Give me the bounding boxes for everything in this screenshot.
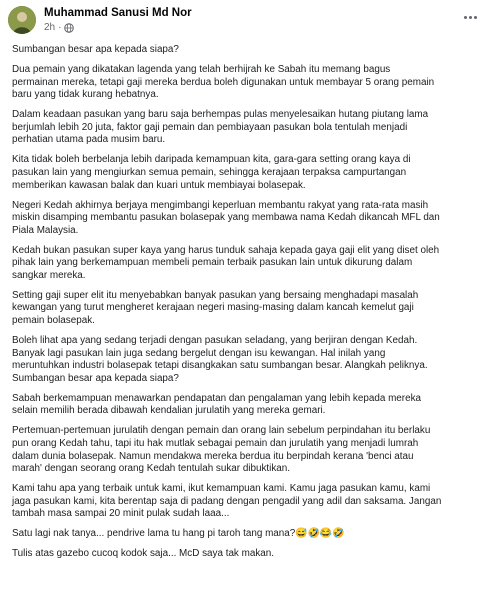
paragraph-line: pun orang Kedah tahu, tapi itu hak mutlak sebagai pemain dan jurulatih yang menjadi lumrah (12, 437, 419, 449)
paragraph-gap (12, 476, 482, 483)
paragraph-line: Tulis atas gazebo cucoq kodok saja... McD saya tak makan. (12, 548, 274, 560)
paragraph-line: memberikan kawasan balak dan kuari untuk membiayai bolasepak. (12, 179, 306, 191)
paragraph-line: pemain bolasepak. (12, 315, 95, 327)
paragraph-line: baru yang tidak kurang hebatnya. (12, 89, 159, 101)
post-paragraph (12, 335, 482, 385)
more-options-icon[interactable] (460, 10, 480, 24)
paragraph-line: perhatian utama pada musim baru. (12, 134, 166, 146)
post-time[interactable]: 2h (44, 22, 56, 33)
paragraph-line: Dalam keadaan pasukan yang baru saja berhempas pulas menyelesaikan hutang piutang lama (12, 109, 429, 121)
post-paragraph (12, 290, 482, 328)
post-paragraph (12, 44, 482, 57)
paragraph-line: Banyak lagi pasukan lain juga sedang bergelut dengan isu kewangan. Hal inilah yang (12, 347, 386, 359)
paragraph-line: meruntuhkan industri bolasepak tetapi disangkakan satu sumbangan besar. Alangkah peliknya. (12, 360, 428, 372)
paragraph-line: pihak lain yang berkemampuan membeli pemain terbaik pasukan lain untuk dikurung dalam (12, 257, 413, 269)
post-paragraph (12, 393, 482, 418)
post-paragraph (12, 425, 482, 475)
paragraph-gap (12, 385, 482, 392)
paragraph-line: Dua pemain yang dikatakan lagenda yang telah berhijrah ke Sabah itu memang bagus (12, 63, 391, 75)
paragraph-line: Negeri Kedah akhirnya berjaya mengimbangi keperluan membantu rakyat yang rata-rata masih (12, 199, 429, 211)
paragraph-line: berjumlah lebih 20 juta, faktor gaji pemain dan pembiayaan pasukan bola tentulah menjadi (12, 121, 408, 133)
paragraph-line: Satu lagi nak tanya... pendrive lama tu hang pi taroh tang mana?😅🤣😂🤣 (12, 528, 345, 540)
paragraph-gap (12, 328, 482, 335)
post-paragraph (12, 64, 482, 102)
post-meta (44, 22, 74, 33)
paragraph-gap (12, 282, 482, 289)
paragraph-line: permainan mereka, tetapi gaji mereka berdua boleh digunakan untuk membayar 5 orang pemain (12, 76, 435, 88)
paragraph-line: tambah masa sampai 20 minit pulak sudah laaa... (12, 508, 230, 520)
post-paragraph (12, 154, 482, 192)
paragraph-gap (12, 237, 482, 244)
post-body (12, 44, 482, 561)
post-paragraph (12, 528, 482, 541)
paragraph-line: Kedah bukan pasukan super kaya yang harus tunduk sahaja kepada gaya gaji elit yang diset oleh (12, 244, 440, 256)
paragraph-gap (12, 57, 482, 64)
paragraph-line: Pertemuan-pertemuan jurulatih dengan pemain dan orang lain sebelum perpindahan itu berlaku (12, 425, 431, 437)
globe-icon[interactable] (64, 23, 74, 33)
post-paragraph (12, 109, 482, 147)
paragraph-line: miskin disamping membantu pasukan bolasepak yang membawa nama Kedah dikancah MFL dan (12, 212, 440, 224)
paragraph-gap (12, 192, 482, 199)
paragraph-line: Piala Malaysia. (12, 224, 79, 236)
paragraph-gap (12, 418, 482, 425)
paragraph-line: Sabah berkemampuan menawarkan pendapatan dan pengalaman yang lebih kepada mereka (12, 392, 422, 404)
post-paragraph (12, 200, 482, 238)
paragraph-line: Sumbangan besar apa kepada siapa? (12, 372, 179, 384)
paragraph-line: Sumbangan besar apa kepada siapa? (12, 44, 179, 55)
paragraph-gap (12, 147, 482, 154)
paragraph-line: Setting gaji super elit itu menyebabkan banyak pasukan yang bersaing menghadapi masalah (12, 289, 419, 301)
post-paragraph (12, 483, 482, 521)
meta-separator: · (58, 22, 62, 33)
paragraph-line: pasukan lain yang mengiurkan semua pemain, sehingga kerajaan terpaksa campurtangan (12, 166, 407, 178)
paragraph-line: sangkar mereka. (12, 269, 86, 281)
post-paragraph (12, 548, 482, 561)
post-paragraph (12, 245, 482, 283)
paragraph-line: Boleh lihat apa yang sedang terjadi dengan pasukan seladang, yang berjiran dengan Kedah. (12, 335, 418, 347)
paragraph-line: Kami tahu apa yang terbaik untuk kami, ikut kemampuan kami. Kamu jaga pasukan kamu, kami (12, 483, 431, 495)
post-header (0, 0, 490, 40)
avatar[interactable] (8, 6, 36, 34)
paragraph-line: Kita tidak boleh berbelanja lebih daripada kemampuan kita, gara-gara setting orang kaya di (12, 154, 411, 166)
paragraph-line: jaga pasukan kami, kita berentap saja di padang dengan pengadil yang adil dan saksama. Jangan (12, 495, 442, 507)
paragraph-gap (12, 541, 482, 548)
author-name[interactable]: Muhammad Sanusi Md Nor (44, 7, 192, 19)
paragraph-line: kewangan yang turut mengheret kerajaan negeri masing-masing dalam kancah kemelut gaji (12, 302, 414, 314)
paragraph-gap (12, 102, 482, 109)
paragraph-line: dalam dunia bolasepak. Namun mendakwa mereka berdua itu berpindah kerana 'benci atau (12, 450, 414, 462)
paragraph-line: marah' dengan seorang orang Kedah tentulah sukar dibuktikan. (12, 463, 291, 475)
paragraph-line: selain memilih berada dibawah kendalian jurulatih yang mereka gemari. (12, 405, 326, 417)
